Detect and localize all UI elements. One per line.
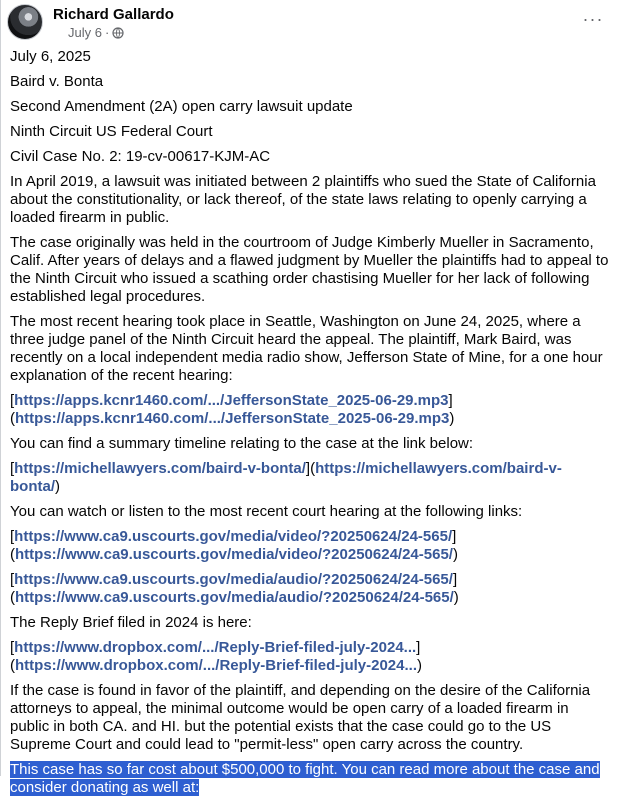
- audio-links: [https://www.ca9.uscourts.gov/media/audio/?20250624/24-565/] (https://www.ca9.uscourts.gov/media/audio/?20250624/24-565/): [10, 571, 459, 606]
- paragraph-hearing: The most recent hearing took place in Seattle, Washington on June 24, 2025, where a three judge panel of the Ninth Circuit heard the appeal. The plaintiff, Mark Baird, was recently on a local independent media radio show, Jefferson State of Mine, for a one hour explanation of the recent hearing:: [10, 313, 603, 384]
- brief-link[interactable]: https://www.dropbox.com/.../Reply-Brief-filed-july-2024...: [15, 657, 417, 674]
- post-header: [1, 0, 618, 44]
- meta-separator: ·: [104, 25, 110, 40]
- timeline-link[interactable]: https://michellawyers.com/baird-v-bonta/: [14, 460, 306, 477]
- author-name[interactable]: Richard Gallardo: [53, 6, 174, 23]
- paragraph-cost: [10, 761, 610, 797]
- timeline-links: [https://michellawyers.com/baird-v-bonta/](https://michellawyers.com/baird-v-bonta/): [10, 460, 562, 495]
- paragraph-intro: In April 2019, a lawsuit was initiated between 2 plaintiffs who sued the State of California about the constitutionality, or lack thereof, of the state laws relating to openly carrying a loaded firearm in public.: [10, 173, 596, 226]
- more-options-icon[interactable]: ···: [582, 9, 604, 29]
- paragraph-outcome: If the case is found in favor of the plaintiff, and depending on the desire of the California attorneys to appeal, the minimal outcome would be open carry of a loaded firearm in public in both CA. and HI. but the potential exists that the case could go to the US Supreme Court and could lead to "permit-less" open carry across the country.: [10, 682, 591, 753]
- globe-icon[interactable]: [112, 27, 124, 39]
- video-link[interactable]: https://www.ca9.uscourts.gov/media/video/?20250624/24-565/: [14, 528, 453, 545]
- court-name: Ninth Circuit US Federal Court: [10, 123, 213, 140]
- timeline-intro: You can find a summary timeline relating to the case at the link below:: [10, 435, 474, 452]
- post-meta: [68, 25, 124, 40]
- paragraph-history: The case originally was held in the courtroom of Judge Kimberly Mueller in Sacramento, Calif. After years of delays and a flawed judgment by Mueller the plaintiffs had to appeal to the Ninth Circuit who issued a scathing order chastising Mueller for her lack of following established legal procedures.: [10, 234, 609, 305]
- video-link[interactable]: https://www.ca9.uscourts.gov/media/video/?20250624/24-565/: [15, 546, 453, 563]
- hearing-intro: You can watch or listen to the most recent court hearing at the following links:: [10, 503, 523, 520]
- post-body: [10, 48, 610, 804]
- post-date[interactable]: July 6: [68, 25, 102, 40]
- video-links: [https://www.ca9.uscourts.gov/media/video/?20250624/24-565/] (https://www.ca9.uscourts.gov/media/video/?20250624/24-565/): [10, 528, 458, 563]
- timeline-link[interactable]: https://michellawyers.com/baird-v-bonta/: [10, 460, 562, 495]
- case-number: Civil Case No. 2: 19-cv-00617-KJM-AC: [10, 148, 271, 165]
- brief-links: [https://www.dropbox.com/.../Reply-Brief-filed-july-2024...] (https://www.dropbox.com/.../Reply-Brief-filed-july-2024...): [10, 639, 422, 674]
- case-name: Baird v. Bonta: [10, 73, 104, 90]
- post-date-line: July 6, 2025: [10, 48, 91, 65]
- audio-link[interactable]: https://www.ca9.uscourts.gov/media/audio/?20250624/24-565/: [15, 589, 454, 606]
- audio-link[interactable]: https://www.ca9.uscourts.gov/media/audio/?20250624/24-565/: [14, 571, 453, 588]
- radio-link[interactable]: https://apps.kcnr1460.com/.../JeffersonState_2025-06-29.mp3: [14, 392, 449, 409]
- radio-link[interactable]: https://apps.kcnr1460.com/.../JeffersonState_2025-06-29.mp3: [15, 410, 450, 427]
- selected-text: This case has so far cost about $500,000 to fight. You can read more about the case and consider donating as well at:: [10, 761, 600, 796]
- case-topic: Second Amendment (2A) open carry lawsuit update: [10, 98, 353, 115]
- avatar[interactable]: [7, 4, 43, 40]
- radio-links: [https://apps.kcnr1460.com/.../JeffersonState_2025-06-29.mp3] (https://apps.kcnr1460.com/.../JeffersonState_2025-06-29.mp3): [10, 392, 455, 427]
- brief-intro: The Reply Brief filed in 2024 is here:: [10, 614, 252, 631]
- brief-link[interactable]: https://www.dropbox.com/.../Reply-Brief-filed-july-2024...: [14, 639, 417, 656]
